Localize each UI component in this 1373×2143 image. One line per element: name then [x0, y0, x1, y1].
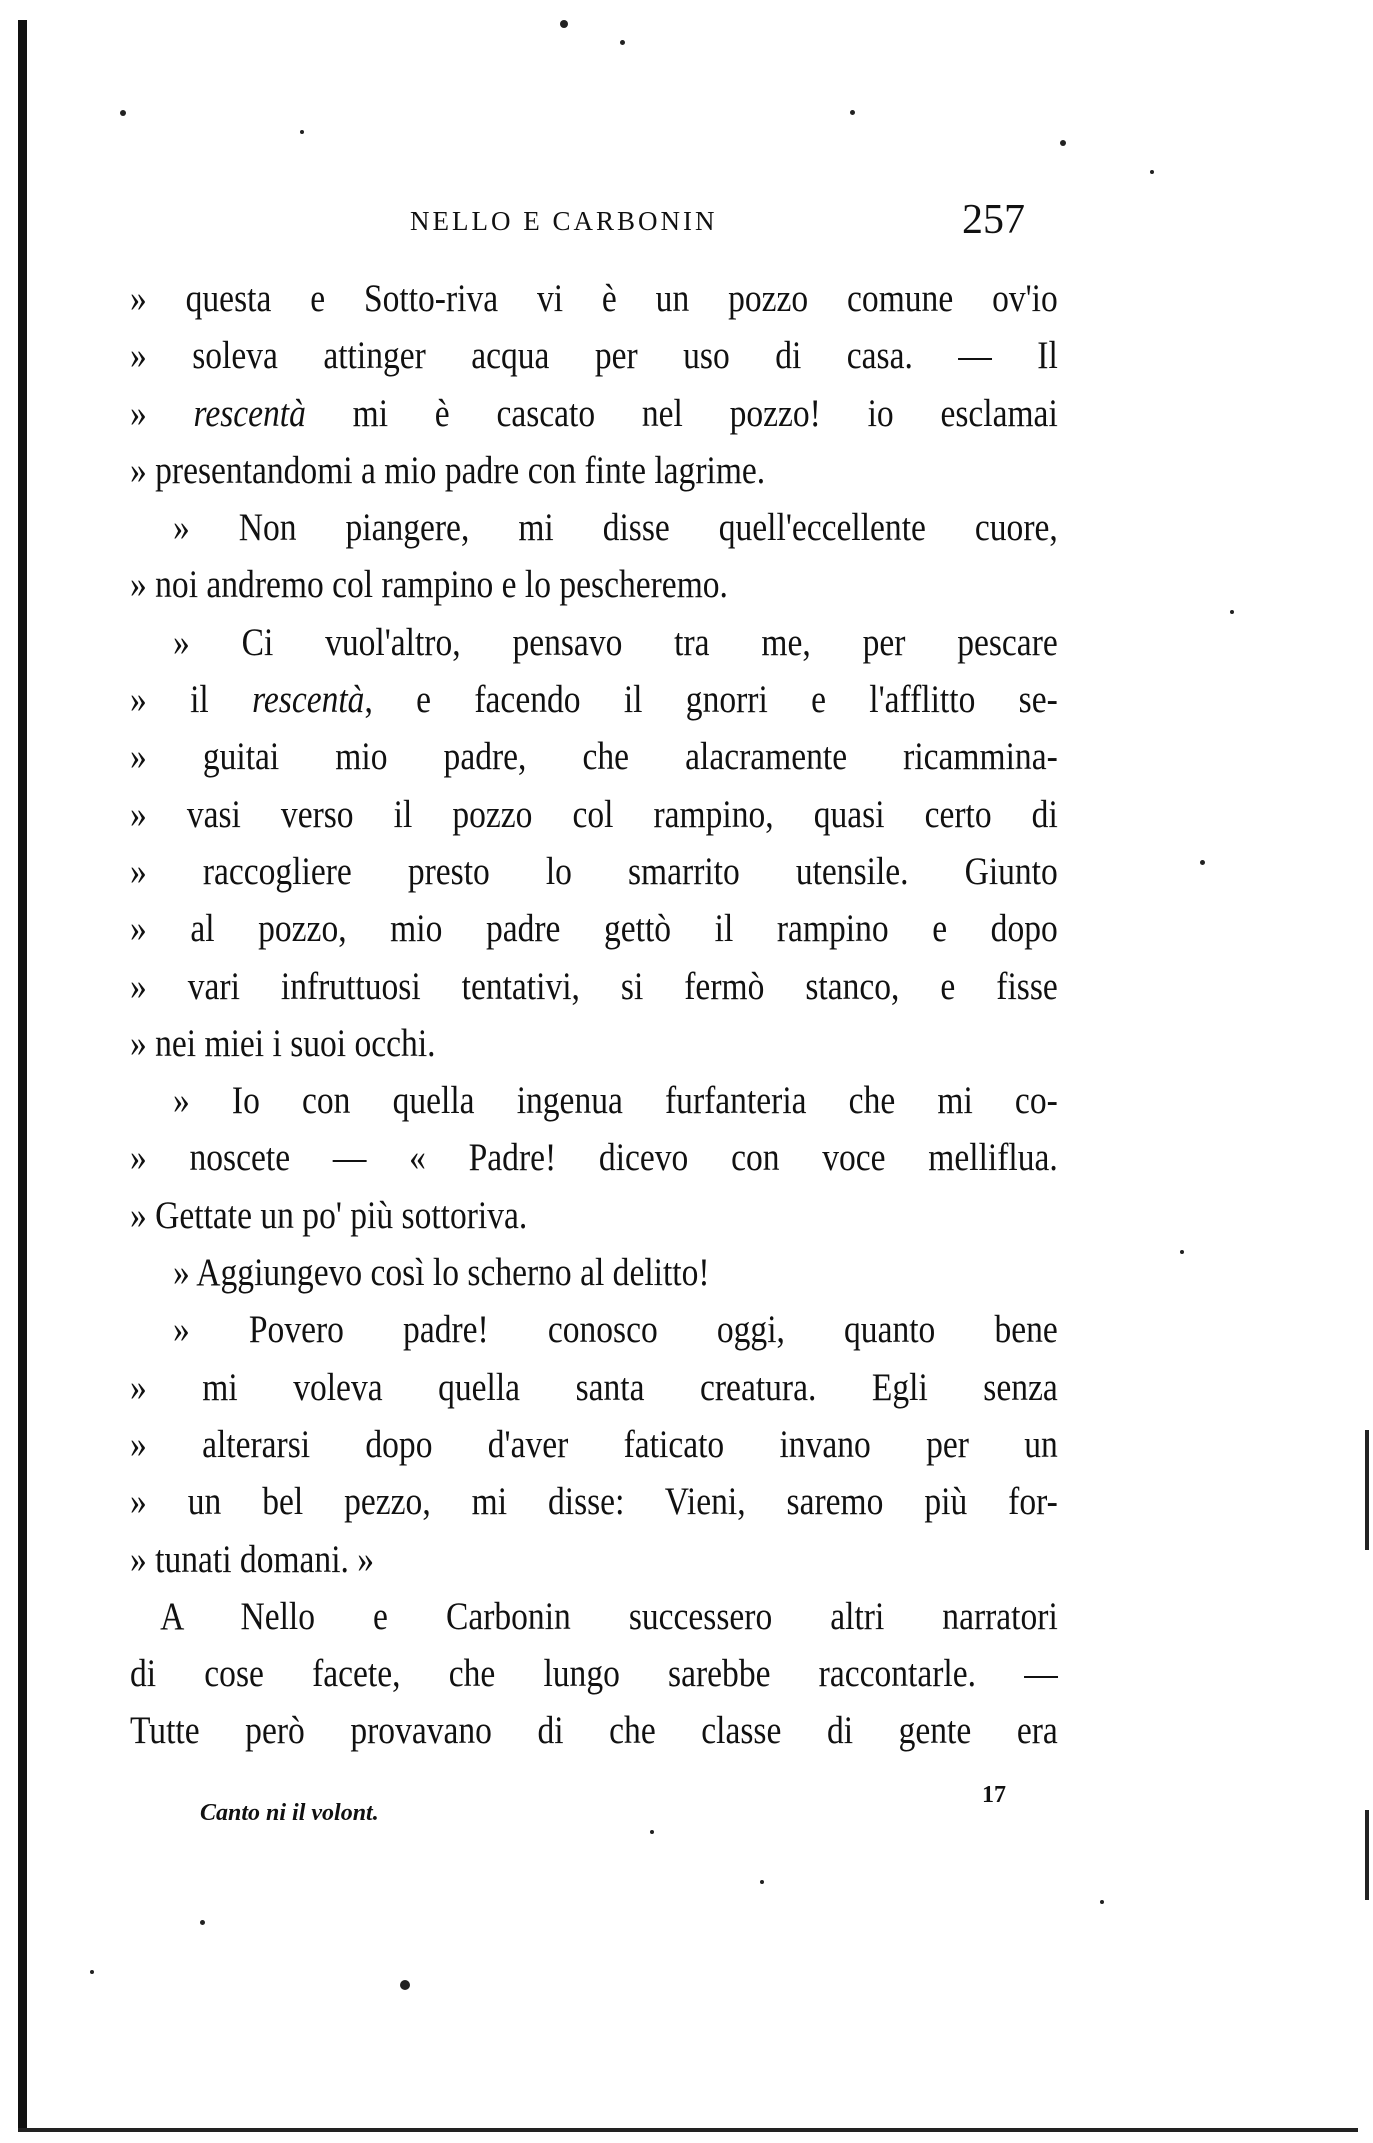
scan-speck: [1180, 1250, 1184, 1254]
text-line: » noscete — « Padre! dicevo con voce melliflua.: [130, 1136, 1058, 1180]
scan-right-mark: [1365, 1810, 1369, 1900]
text-line: » mi voleva quella santa creatura. Egli senza: [130, 1365, 1058, 1409]
italic-term: rescentà: [252, 678, 365, 722]
scan-bottom-edge: [18, 2128, 1358, 2132]
text-line: di cose facete, che lungo sarebbe raccontarle. —: [130, 1652, 1058, 1696]
scan-speck: [90, 1970, 94, 1974]
text-line: » al pozzo, mio padre gettò il rampino e dopo: [130, 907, 1058, 951]
page-number: 257: [962, 197, 1025, 243]
italic-term: rescentà: [193, 391, 306, 435]
text-line: » nei miei i suoi occhi.: [130, 1021, 436, 1065]
scan-speck: [1150, 170, 1154, 174]
text-line: » Gettate un po' più sottoriva.: [130, 1193, 528, 1237]
scan-speck: [400, 1980, 410, 1990]
scan-speck: [760, 1880, 764, 1884]
scan-speck: [850, 110, 855, 115]
text-line: » Povero padre! conosco oggi, quanto bene: [173, 1308, 1058, 1352]
text-line: » Ci vuol'altro, pensavo tra me, per pescare: [173, 620, 1058, 664]
scan-speck: [1100, 1900, 1104, 1904]
scan-speck: [650, 1830, 654, 1834]
text-line: A Nello e Carbonin successero altri narratori: [160, 1594, 1058, 1638]
text-line: » raccogliere presto lo smarrito utensile. Giunto: [130, 849, 1058, 893]
scan-right-mark: [1365, 1430, 1369, 1550]
text-line: » Io con quella ingenua furfanteria che mi co-: [173, 1079, 1058, 1123]
text-line: » noi andremo col rampino e lo pescheremo.: [130, 563, 728, 607]
text-line: » Aggiungevo così lo scherno al delitto!: [173, 1251, 710, 1295]
text-line: » guitai mio padre, che alacramente ricammina-: [130, 735, 1058, 779]
signature-number: 17: [982, 1782, 1006, 1808]
text-line: » alterarsi dopo d'aver faticato invano per un: [130, 1422, 1058, 1466]
scan-speck: [200, 1920, 205, 1925]
text-segment: »: [130, 391, 194, 435]
scan-speck: [560, 20, 568, 28]
scan-speck: [1060, 140, 1066, 146]
scan-speck: [120, 110, 126, 116]
text-segment: » il: [130, 678, 253, 722]
text-line: » vari infruttuosi tentativi, si fermò stanco, e fisse: [130, 964, 1058, 1008]
text-line: » un bel pezzo, mi disse: Vieni, saremo più for-: [130, 1480, 1058, 1524]
text-segment: , e facendo il gnorri e l'afflitto se-: [364, 678, 1058, 722]
text-line: » vasi verso il pozzo col rampino, quasi certo di: [130, 792, 1058, 836]
text-line: » presentandomi a mio padre con finte lagrime.: [130, 448, 766, 492]
text-line: » soleva attinger acqua per uso di casa. — Il: [130, 334, 1058, 378]
text-segment: mi è cascato nel pozzo! io esclamai: [305, 391, 1058, 435]
text-line: » Non piangere, mi disse quell'eccellente cuore,: [173, 506, 1058, 550]
text-line: Tutte però provavano di che classe di gente era: [130, 1709, 1058, 1753]
running-title: NELLO E CARBONIN: [410, 206, 718, 236]
scan-speck: [620, 40, 625, 45]
text-line: [130, 385, 1058, 442]
text-line: » questa e Sotto-riva vi è un pozzo comune ov'io: [130, 277, 1058, 320]
page-body-text: [130, 270, 1060, 1760]
text-line: » tunati domani. »: [130, 1537, 375, 1581]
scan-left-edge: [18, 20, 27, 2130]
signature-mark: Canto ni il volont.: [200, 1800, 379, 1826]
scan-speck: [1230, 610, 1234, 614]
scan-speck: [1200, 860, 1205, 865]
scan-speck: [300, 130, 304, 134]
text-line: [130, 671, 1058, 728]
